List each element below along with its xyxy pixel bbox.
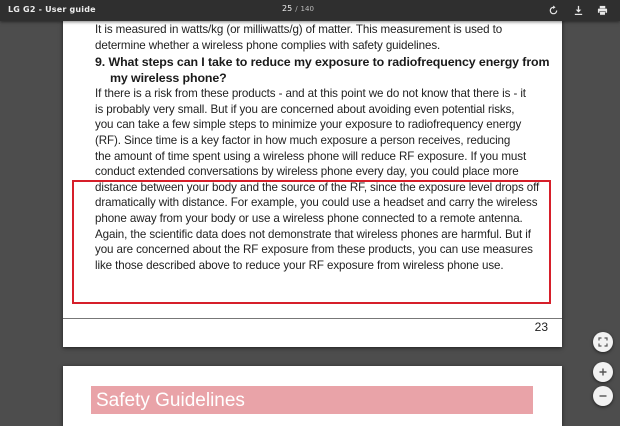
text-line: conduct extended conversations by wireless phone every day, you could place more [95, 165, 519, 179]
text-line: is probably very small. But if you are concerned about avoiding even potential risks, [95, 102, 515, 116]
question-line: my wireless phone? [110, 71, 227, 86]
download-button[interactable] [570, 2, 586, 18]
page-number: 23 [534, 320, 548, 334]
fit-page-icon [598, 337, 608, 347]
print-button[interactable] [594, 2, 610, 18]
footer-rule [63, 318, 562, 319]
zoom-in-button[interactable] [593, 362, 613, 382]
question-line: 9. What steps can I take to reduce my exposure to radiofrequency energy from [95, 55, 550, 70]
document-title: LG G2 - User guide [8, 5, 96, 14]
total-pages: 140 [300, 5, 314, 13]
text-line: like those described above to reduce your RF exposure from wireless phone use. [95, 258, 504, 272]
rotate-button[interactable] [545, 2, 561, 18]
text-line: distance between your body and the source of the RF, since the exposure level drops off [95, 180, 540, 194]
zoom-out-button[interactable] [593, 386, 613, 406]
text-line: dramatically with distance. For example, you could use a headset and carry the wireless [95, 196, 538, 210]
section-title: Safety Guidelines [96, 390, 245, 411]
download-icon [573, 5, 584, 16]
fit-page-button[interactable] [593, 332, 613, 352]
text-line: determine whether a wireless phone complies with safety guidelines. [95, 38, 441, 52]
zoom-out-icon [598, 391, 608, 401]
page-counter [282, 4, 314, 13]
page-body [95, 22, 555, 273]
text-line: (RF). Since time is a key factor in how much exposure a person receives, reducing [95, 133, 511, 147]
text-line: phone away from your body or use a wireless phone connected to a remote antenna. [95, 211, 523, 225]
viewer-toolbar [0, 0, 620, 21]
current-page-input[interactable]: 25 [282, 4, 293, 13]
page-separator: / [295, 5, 298, 13]
text-line: you can take a few simple steps to minimize your exposure to radiofrequency energy [95, 118, 522, 132]
zoom-in-icon [598, 367, 608, 377]
text-line: Again, the scientific data does not demonstrate that wireless phones are harmful. But if [95, 227, 531, 241]
text-line: If there is a risk from these products - and at this point we do not know that there is - it [95, 87, 526, 101]
text-line: you are concerned about the RF exposure from these products, you can use measures [95, 243, 533, 257]
question-heading [95, 54, 555, 86]
text-line: the amount of time spent using a wireless phone will reduce RF exposure. If you must [95, 149, 527, 163]
next-document-page [63, 366, 562, 426]
document-page [63, 0, 562, 347]
section-banner [91, 386, 533, 414]
text-line: It is measured in watts/kg (or milliwatts/g) of matter. This measurement is used to [95, 23, 503, 36]
rotate-icon [548, 5, 559, 16]
print-icon [597, 5, 608, 16]
